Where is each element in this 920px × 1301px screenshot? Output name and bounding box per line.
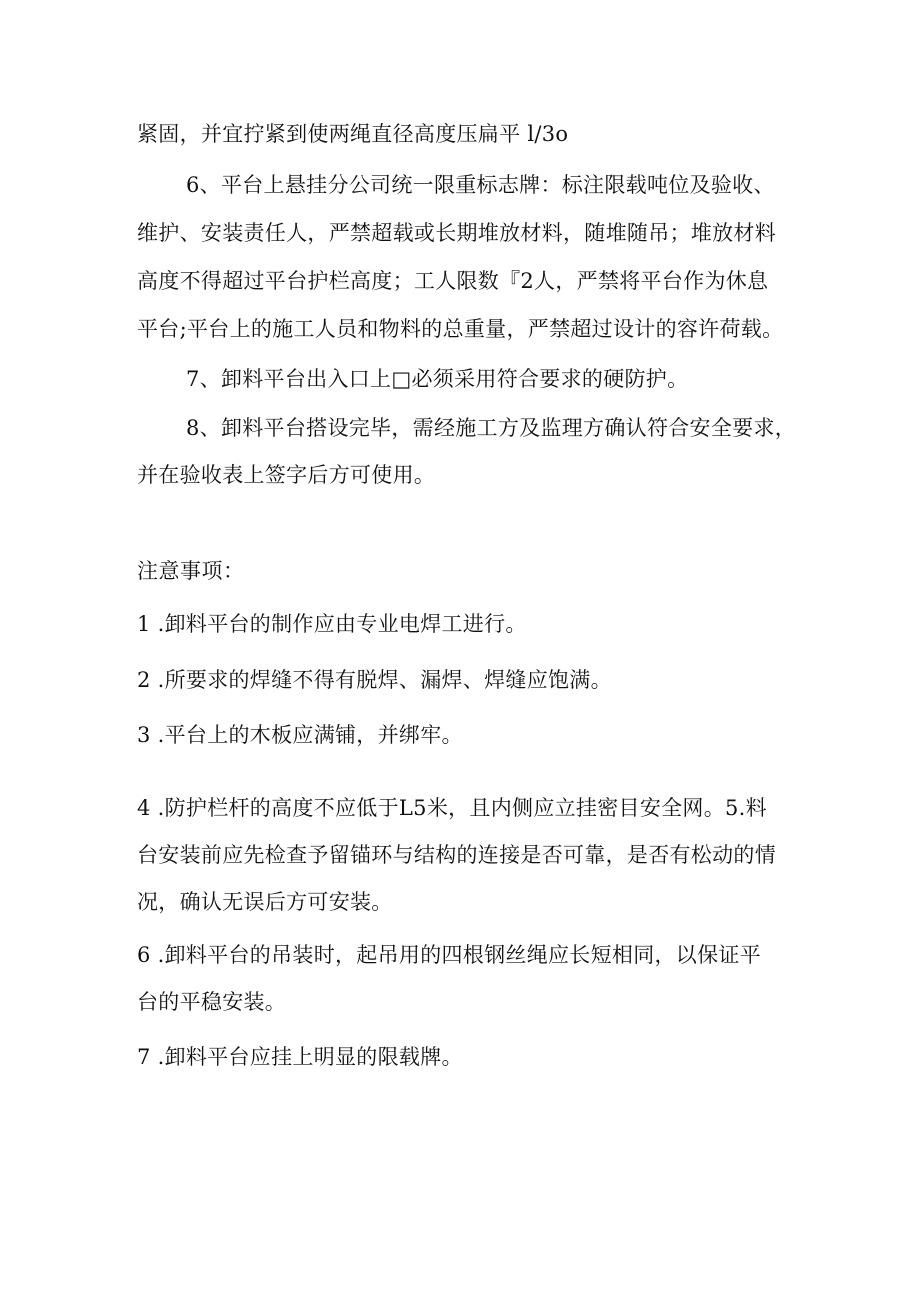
note-6-line-1: 6 .卸料平台的吊装时，起吊用的四根钢丝绳应长短相同，以保证平	[137, 943, 762, 967]
item-8-line-1: 8、卸料平台搭设完毕，需经施工方及监理方确认符合安全要求，	[186, 416, 797, 440]
note-4-line-3: 况，确认无误后方可安装。	[137, 890, 393, 914]
item-8-line-2: 并在验收表上签字后方可使用。	[137, 463, 436, 487]
note-1: 1 .卸料平台的制作应由专业电焊工进行。	[137, 612, 527, 636]
item-6-line-4: 平台;平台上的施工人员和物料的总重量，严禁超过设计的容许荷载。	[137, 317, 784, 341]
item-6-line-1: 6、平台上悬挂分公司统一限重标志牌：标注限载吨位及验收、	[186, 173, 775, 197]
note-2: 2 .所要求的焊缝不得有脱焊、漏焊、焊缝应饱满。	[137, 668, 612, 692]
notes-heading: 注意事项：	[137, 559, 245, 583]
note-7: 7 .卸料平台应挂上明显的限载牌。	[137, 1045, 463, 1069]
item-6-line-2: 维护、安装责任人，严禁超载或长期堆放材料，随堆随吊；堆放材料	[137, 221, 776, 245]
note-4-line-2: 台安装前应先检查予留锚环与结构的连接是否可靠，是否有松动的情	[137, 843, 776, 867]
note-3: 3 .平台上的木板应满铺，并绑牢。	[137, 723, 463, 747]
item-6-line-3: 高度不得超过平台护栏高度；工人限数『2人，严禁将平台作为休息	[137, 269, 769, 293]
note-6-line-2: 台的平稳安装。	[137, 990, 287, 1014]
note-4-line-1: 4 .防护栏杆的高度不应低于L5米，且内侧应立挂密目安全网。5.料	[137, 796, 767, 820]
continuation-line: 紧固，并宜拧紧到使两绳直径高度压扁平 l/3o	[137, 122, 569, 146]
item-7-line-1: 7、卸料平台出入口上□必须采用符合要求的硬防护。	[186, 367, 689, 391]
